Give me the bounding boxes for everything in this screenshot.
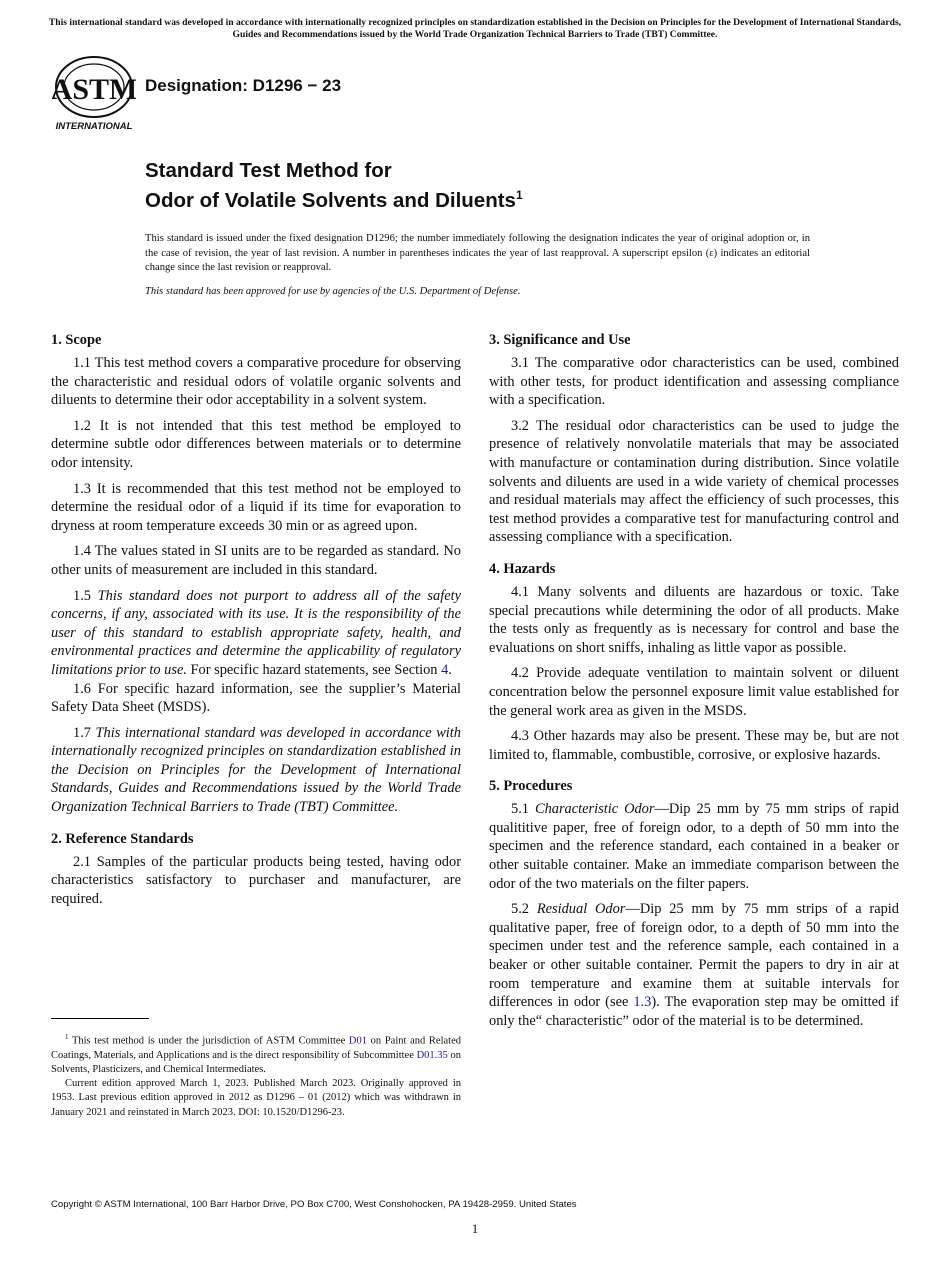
page-number: 1 <box>471 1221 479 1236</box>
footnote-1-text: $^1$ This test method is under the jurisdiction of ASTM Committee D01 on Paint and Related Coatings, Materials, and Applications and is the direct responsibility of Subcommittee D01.35 on Solvents, Plasticizers, and Chemical Intermediates. <box>51 1033 461 1075</box>
paragraph-1-4: 1.4 The values stated in SI units are to be regarded as standard. No other units of measurement are included in this standard. <box>51 543 461 578</box>
designation: Designation: D1296 − 23 <box>145 76 342 95</box>
section-heading: 1. Scope <box>51 332 102 348</box>
svg-text:INTERNATIONAL: INTERNATIONAL <box>55 121 133 132</box>
section-heading: 3. Significance and Use <box>489 332 631 348</box>
section-heading: 4. Hazards <box>489 560 556 577</box>
issuance-statement: This standard is issued under the fixed designation D1296; the number immediately following the designation indicates the year of original adoption or, in the case of revision, the year of last revision. A number in parentheses indicates the year of last reapproval. A superscript epsilon (ε) indicates an editorial change since the last revision or reapproval. <box>145 233 810 274</box>
paragraph-2-1: 2.1 Samples of the particular products being tested, having odor characteristics satisfactory to purchaser and manufacturer, are required. <box>51 853 461 907</box>
section-hazards <box>489 559 899 764</box>
section-significance-and-use <box>489 330 899 547</box>
section-scope <box>51 330 461 817</box>
paragraph-4-3: 4.3 Other hazards may also be present. These may be, but are not limited to, flammable, combustible, corrosive, or explosive hazards. <box>489 728 899 763</box>
section-heading: 2. Reference Standards <box>51 830 194 847</box>
paragraph-1-2: 1.2 It is not intended that this test method be employed to determine subtle odor differences between materials or to determine odor intensity. <box>51 417 461 471</box>
astm-logo-icon <box>52 55 136 133</box>
international-standard-notice: This international standard was developed in accordance with internationally recognized principles on standardization established in the Decision on Principles for the Development of International Standards, Guides and Recommendations issued by the World Trade Organization Technical Barriers to Trade (TBT) Committee. <box>48 17 902 40</box>
paragraph-5-2: 5.2 Residual Odor—Dip 25 mm by 75 mm strips of a rapid qualitative paper, free of foreign odor, to a depth of 50 mm into the specimen under test and the reference sample, each contained in a beaker or other suitable container. Permit the papers to dry in air at room temperature and examine them at suitable intervals for differences in odor (see 1.3). The evaporation step may be omitted if only the“ characteristic” odor of the material is to be determined. <box>489 901 899 1029</box>
section-1-3-link[interactable]: 1.3 <box>633 994 652 1011</box>
subcommittee-d01-35-link[interactable]: D01.35 <box>416 1049 448 1061</box>
paragraph-1-6: 1.6 For specific hazard information, see the supplier’s Material Safety Data Sheet (MSDS). <box>51 680 461 716</box>
paragraph-4-1: 4.1 Many solvents and diluents are hazardous or toxic. Take special precautions while determining the odor of all products. Make the tests only as frequently as is necessary for control and base the evaluations on short sniffs, inhaling as little vapor as possible. <box>489 583 899 656</box>
paragraph-1-1: 1.1 This test method covers a comparative procedure for observing the characteristic and residual odors of volatile organic solvents and diluents to determine their odor acceptability in a solvent system. <box>51 355 461 409</box>
section-heading: 5. Procedures <box>489 778 573 795</box>
paragraph-1-5: 1.5 This standard does not purport to address all of the safety concerns, if any, associated with its use. It is the responsibility of the user of this standard to establish appropriate safety, health, and environmental practices and determine the applicability of regulatory limitations prior to use. For specific hazard statements, see Section 4. <box>51 587 461 678</box>
paragraph-1-7: 1.7 This international standard was developed in accordance with internationally recognized principles on standardization established in the Decision on Principles for the Development of International Standards, Guides and Recommendations issued by the World Trade Organization Technical Barriers to Trade (TBT) Committee. <box>51 724 461 816</box>
title-line-2: Odor of Volatile Solvents and Diluents$^1$ <box>145 188 523 212</box>
paragraph-5-1: 5.1 Characteristic Odor—Dip 25 mm by 75 mm strips of rapid qualititive paper, free of foreign odor, to a depth of 50 mm into the specimen and the reference standard, each contained in a beaker or other suitable container. Make an immediate comparison between the odor of the two materials on the filter papers. <box>489 801 899 892</box>
paragraph-1-3: 1.3 It is recommended that this test method not be employed to determine the residual odor of a liquid if its time for evaporation to dryness at room temperature exceeds 30 min or as agreed upon. <box>51 480 461 534</box>
document-title <box>145 158 523 213</box>
footnote-edition-text: Current edition approved March 1, 2023. Published March 2023. Originally approved in 1953. Last previous edition approved in 2012 as D1296 – 01 (2012) which was withdrawn in January 2021 and reinstated in March 2023. DOI: 10.1520/D1296-23. <box>51 1078 461 1118</box>
right-column <box>489 330 899 1042</box>
astm-logo <box>52 55 136 133</box>
section-4-link[interactable]: 4 <box>441 661 449 678</box>
section-procedures <box>489 776 899 1030</box>
paragraph-3-2: 3.2 The residual odor characteristics can be used to judge the presence of relatively nonvolatile materials that may be associated with manufacture or contamination during distribution. Since volatile solvents and diluents are used in a wide variety of chemical processes and residual materials may affect the efficiency of such processes, this test method provides a comparative test for manufacturing control and assessing compliance with a specification. <box>489 417 899 546</box>
section-reference-standards <box>51 829 461 909</box>
paragraph-4-2: 4.2 Provide adequate ventilation to maintain solvent or diluent concentration below the personnel exposure limit value established for the general work area as given in the MSDS. <box>489 665 899 719</box>
dod-approval-note: This standard has been approved for use by agencies of the U.S. Department of Defense. <box>145 286 521 297</box>
paragraph-3-1: 3.1 The comparative odor characteristics can be used, combined with other tests, for product identification and assessing compliance with a specification. <box>489 355 899 409</box>
copyright: Copyright © ASTM International, 100 Barr Harbor Drive, PO Box C700, West Conshohocken, PA 19428-2959. United States <box>51 1199 577 1210</box>
svg-text:ASTM: ASTM <box>52 73 136 106</box>
left-column <box>51 330 461 920</box>
footnote <box>51 1030 461 1120</box>
footnote-divider <box>51 1018 149 1019</box>
title-footnote-mark[interactable]: 1 <box>515 188 523 202</box>
committee-d01-link[interactable]: D01 <box>348 1035 368 1047</box>
title-line-1: Standard Test Method for <box>145 159 392 182</box>
